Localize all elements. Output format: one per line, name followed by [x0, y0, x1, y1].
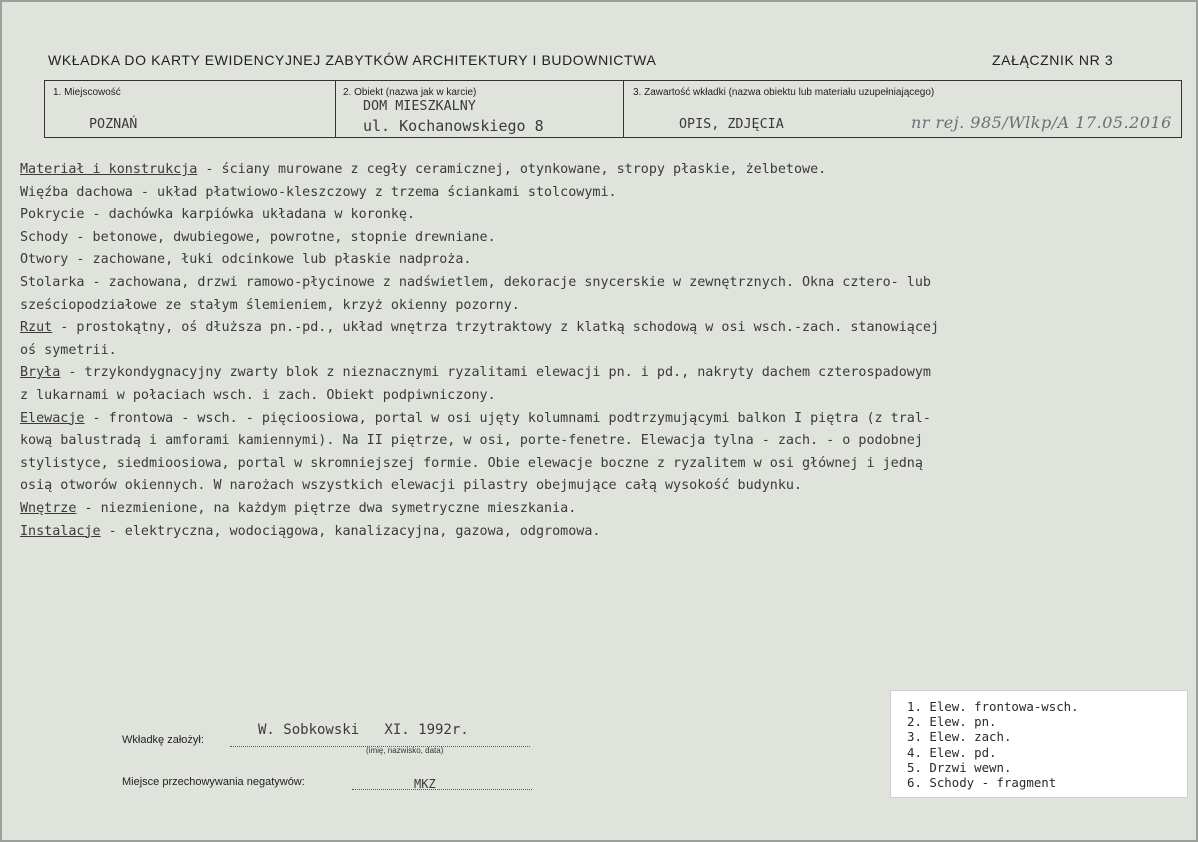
header-form-row [44, 80, 1182, 138]
location-value: POZNAŃ [89, 117, 138, 132]
description-text: - frontowa - wsch. - pięcioosiowa, portal w osi ujęty kolumnami podtrzymującymi balkon I piętra (z tral- [84, 410, 931, 426]
description-text: Pokrycie - dachówka karpiówka układana w koronkę. [20, 207, 416, 223]
card-title: WKŁADKA DO KARTY EWIDENCYJNEJ ZABYTKÓW ARCHITEKTURY I BUDOWNICTWA [48, 52, 657, 68]
description-line [20, 453, 1190, 476]
description-text: - ściany murowane z cegły ceramicznej, otynkowane, stropy płaskie, żelbetowe. [197, 162, 827, 177]
description-text: - prostokątny, oś dłuższa pn.-pd., układ wnętrza trzytraktowy z klatką schodową w osi wsch.-zach. stanowiącej [52, 320, 940, 336]
description-text: - elektryczna, wodociągowa, kanalizacyjna, gazowa, odgromowa. [100, 523, 601, 539]
author-value: W. Sobkowski XI. 1992r. [258, 722, 469, 738]
section-label: Materiał i konstrukcja [20, 162, 198, 177]
contents-label: 3. Zawartość wkładki (nazwa obiektu lub materiału uzupełniającego) [633, 87, 935, 98]
object-name: DOM MIESZKALNY [363, 99, 476, 114]
description-line [20, 385, 1190, 408]
description-text: - niezmienione, na każdym piętrze dwa symetryczne mieszkania. [76, 500, 577, 516]
description-text: Schody - betonowe, dwubiegowe, powrotne, stopnie drewniane. [20, 229, 496, 245]
object-address: ul. Kochanowskiego 8 [363, 117, 544, 135]
photo-item: 6. Schody - fragment [907, 775, 1057, 791]
attachment-number: ZAŁĄCZNIK NR 3 [992, 52, 1114, 68]
object-label: 2. Obiekt (nazwa jak w karcie) [343, 87, 477, 98]
description-text: kową balustradą i amforami kamiennymi). Na II piętrze, w osi, porte-fenetre. Elewacja tylna - zach. - o podobnej [20, 433, 923, 449]
photo-item: 4. Elew. pd. [907, 744, 997, 760]
photo-list-slip [890, 690, 1188, 798]
section-label: Bryła [20, 365, 61, 381]
photo-item: 5. Drzwi wewn. [907, 759, 1012, 775]
photo-list [907, 699, 1079, 790]
section-label: Rzut [20, 320, 53, 336]
description-line [20, 204, 1190, 227]
description-text: - trzykondygnacyjny zwarty blok z nieznacznymi ryzalitami elewacji pn. i pd., nakryty dachem czterospadowym [60, 365, 931, 381]
description-text: Więźba dachowa - układ płatwiowo-kleszczowy z trzema ściankami stolcowymi. [20, 184, 617, 200]
description-text: osią otworów okiennych. W narożach wszystkich elewacji pilastry obejmujące całą wysokość budynku. [20, 478, 802, 494]
section-label: Instalacje [20, 523, 101, 539]
negatives-label: Miejsce przechowywania negatywów: [122, 776, 305, 788]
description-text: stylistyce, siedmioosiowa, portal w skromniejszej formie. Obie elewacje boczne z ryzalitem w osi głównej i jedną [20, 455, 923, 471]
description-text: Stolarka - zachowana, drzwi ramowo-płycinowe z nadświetlem, dekoracje snycerskie w zewnętrznych. Okna cztero- lub [20, 274, 931, 290]
description-line [20, 475, 1190, 498]
author-label: Wkładkę założył: [122, 734, 204, 746]
column-divider [335, 81, 336, 137]
negatives-dotted-line [352, 789, 532, 790]
description-line [20, 159, 1190, 182]
description-block [20, 159, 1190, 543]
location-label: 1. Miejscowość [53, 87, 121, 98]
description-line [20, 521, 1190, 544]
contents-value: OPIS, ZDJĘCIA [679, 117, 784, 132]
description-text: z lukarnami w połaciach wsch. i zach. Obiekt podpiwniczony. [20, 387, 496, 403]
description-line [20, 227, 1190, 250]
description-text: Otwory - zachowane, łuki odcinkowe lub płaskie nadproża. [20, 252, 472, 268]
description-line [20, 317, 1190, 340]
column-divider [623, 81, 624, 137]
handwritten-registry-note: nr rej. 985/Wlkp/A 17.05.2016 [911, 113, 1172, 132]
photo-item: 2. Elew. pn. [907, 714, 997, 730]
description-line [20, 430, 1190, 453]
description-line [20, 272, 1190, 295]
description-text: sześciopodziałowe ze stałym ślemieniem, krzyż okienny pozorny. [20, 297, 520, 313]
description-text: oś symetrii. [20, 342, 117, 358]
photo-item: 3. Elew. zach. [907, 729, 1012, 745]
description-line [20, 340, 1190, 363]
negatives-value: MKZ [414, 777, 436, 791]
description-line [20, 408, 1190, 431]
description-line [20, 249, 1190, 272]
description-line [20, 182, 1190, 205]
author-hint: (imię, nazwisko, data) [366, 746, 444, 755]
description-line [20, 498, 1190, 521]
description-line [20, 295, 1190, 318]
section-label: Elewacje [20, 410, 85, 426]
section-label: Wnętrze [20, 500, 77, 516]
description-line [20, 362, 1190, 385]
photo-item: 1. Elew. frontowa-wsch. [907, 699, 1079, 714]
